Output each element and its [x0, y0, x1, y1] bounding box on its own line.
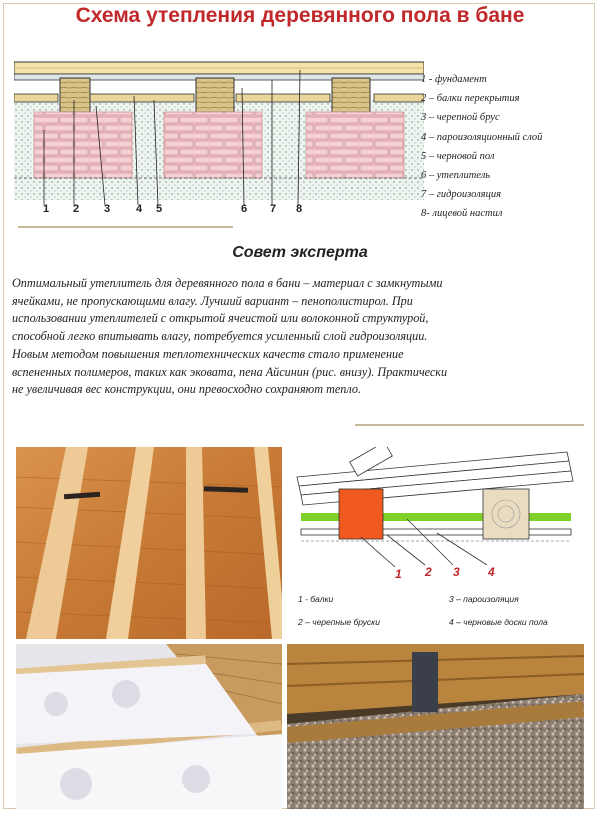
legend-item: 4 – пароизоляционный слой — [421, 131, 543, 143]
diagram-number-7: 7 — [270, 203, 277, 215]
diagram-legend — [421, 70, 542, 224]
diagram2-legend-2: 2 – черепные бруски — [298, 617, 380, 627]
diagram2-legend-4: 4 – черновые доски пола — [449, 617, 548, 627]
advice-line: ячейками, не пропускающими влагу. Лучший вариант – пенополистирол. При — [12, 293, 413, 308]
legend-item: 6 – утеплитель — [421, 169, 491, 181]
diagram-number-6: 6 — [241, 203, 248, 215]
diagram-number-1: 1 — [43, 203, 50, 215]
legend-item: 8- лицевой настил — [421, 208, 503, 220]
advice-line: Новым методом повышения теплотехнических качеств стало применение — [12, 346, 404, 361]
diagram2-legend-3: 3 – пароизоляция — [449, 594, 519, 604]
diagram2-number-4: 4 — [488, 565, 495, 579]
advice-line: вспененных полимеров, таких как эковата, пена Айсинин (рис. внизу). Практически — [12, 364, 448, 379]
advice-line: Оптимальный утеплитель для деревянного пола в бани – материал с замкнутыми — [12, 276, 443, 290]
legend-item: 7 – гидроизоляция — [421, 189, 501, 201]
expert-advice — [12, 275, 597, 399]
beam-insulation-diagram — [287, 447, 584, 633]
photo-wooden-floor-beams — [16, 447, 282, 639]
diagram-number-8: 8 — [296, 203, 303, 215]
advice-line: использовании утеплителей с открытой ячеистой или волоконной структурой, — [12, 311, 429, 326]
diagram2-number-2: 2 — [425, 565, 432, 579]
divider-left — [18, 226, 233, 228]
page-title: Схема утепления деревянного пола в бане — [75, 4, 525, 27]
diagram2-legend-1: 1 - балки — [298, 594, 334, 604]
diagram-number-3: 3 — [104, 203, 111, 215]
photo-ecowool-insulation — [287, 644, 584, 809]
diagram-number-2: 2 — [73, 203, 80, 215]
diagram2-number-1: 1 — [395, 567, 402, 581]
expert-title: Совет эксперта — [232, 244, 368, 261]
floor-insulation-diagram — [14, 60, 424, 210]
divider-right — [355, 424, 584, 426]
legend-item: 3 – черепной брус — [421, 112, 500, 124]
legend-item: 1 - фундамент — [421, 74, 487, 85]
legend-item: 2 – балки перекрытия — [421, 93, 520, 105]
diagram2-number-3: 3 — [453, 565, 460, 579]
diagram-number-5: 5 — [156, 203, 163, 215]
advice-line: не увеличивая вес конструкции, они превосходно сохраняют тепло. — [12, 382, 361, 397]
photo-foam-insulation — [16, 644, 282, 809]
advice-line: способной легко впитывать влагу, потребуется усиленный слой гидроизоляции. — [12, 329, 428, 344]
diagram-number-4: 4 — [136, 203, 143, 215]
legend-item: 5 – черновой пол — [421, 150, 495, 162]
